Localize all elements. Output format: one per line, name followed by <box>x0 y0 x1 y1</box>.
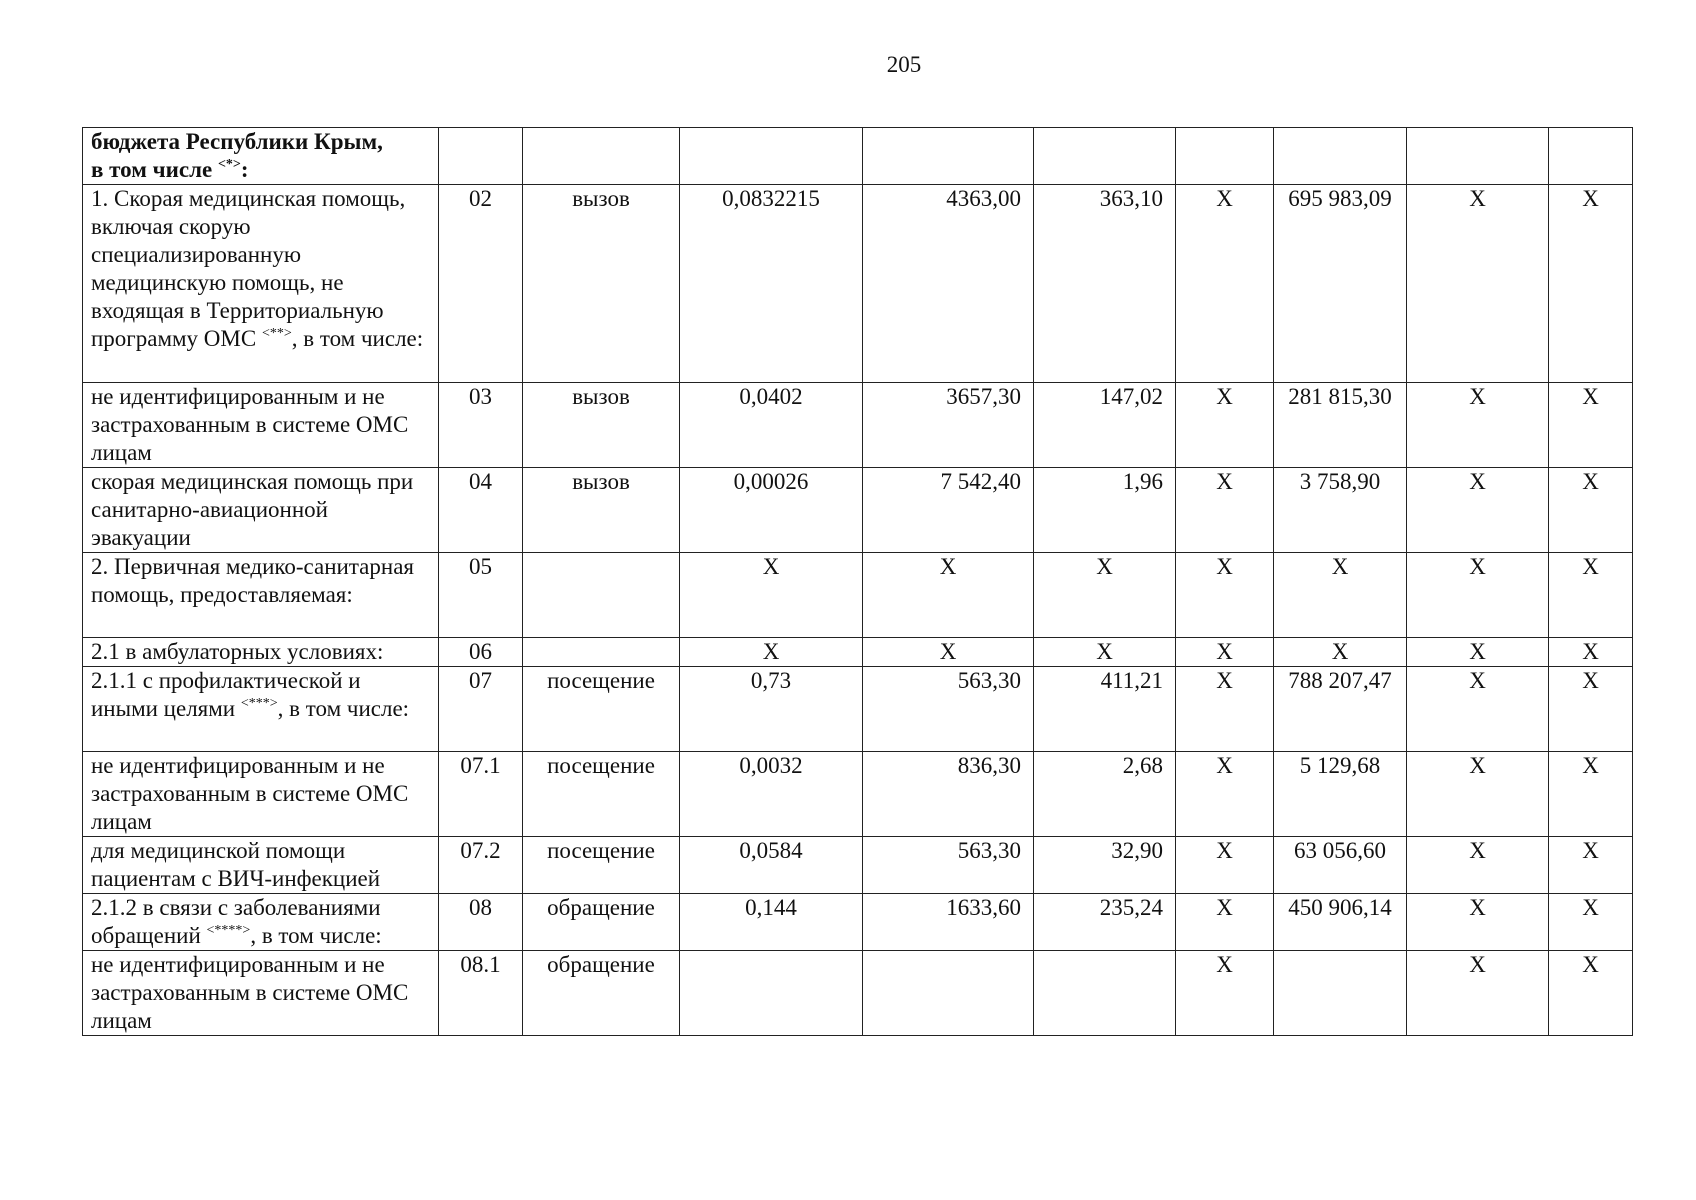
value-cell-x: X <box>1549 553 1633 638</box>
value-cell-per-capita: X <box>1034 638 1176 667</box>
value-cell-x: X <box>1176 185 1274 383</box>
value-cell-x: X <box>1176 553 1274 638</box>
value-cell-cost: X <box>863 638 1034 667</box>
unit-cell: посещение <box>523 752 680 837</box>
value-cell-x: X <box>1176 667 1274 752</box>
row-name-cell <box>83 185 439 383</box>
value-cell-total <box>1274 128 1407 185</box>
value-cell-x: X <box>1407 752 1549 837</box>
value-cell-cost: 7 542,40 <box>863 468 1034 553</box>
row-name-cell <box>83 553 439 638</box>
value-cell-volume: X <box>680 553 863 638</box>
row-name-text-line2: в том числе <box>91 157 218 182</box>
value-cell-per-capita: 32,90 <box>1034 837 1176 894</box>
code-cell: 06 <box>439 638 523 667</box>
value-cell-x: X <box>1176 837 1274 894</box>
value-cell-per-capita: 411,21 <box>1034 667 1176 752</box>
value-cell-total <box>1274 951 1407 1036</box>
value-cell-x: X <box>1407 468 1549 553</box>
value-cell-total: 63 056,60 <box>1274 837 1407 894</box>
value-cell-x: X <box>1549 837 1633 894</box>
footnote-marker: <***> <box>240 696 278 711</box>
value-cell-cost: X <box>863 553 1034 638</box>
table-row <box>83 951 1633 1036</box>
row-name-cell <box>83 752 439 837</box>
value-cell-x: X <box>1176 894 1274 951</box>
value-cell-x: X <box>1176 383 1274 468</box>
row-name-text: 1. Скорая медицинская помощь, включая скорую специализированную медицинскую помощь, не входящая в Территориальную программу ОМС <box>91 186 406 351</box>
code-cell: 02 <box>439 185 523 383</box>
value-cell-volume: 0,0402 <box>680 383 863 468</box>
unit-cell: вызов <box>523 383 680 468</box>
value-cell-per-capita <box>1034 951 1176 1036</box>
row-name-cell <box>83 638 439 667</box>
table-row <box>83 128 1633 185</box>
value-cell-volume: 0,73 <box>680 667 863 752</box>
table-row <box>83 667 1633 752</box>
value-cell-total: 281 815,30 <box>1274 383 1407 468</box>
row-name-tail: , в том числе: <box>277 696 410 721</box>
code-cell: 04 <box>439 468 523 553</box>
table-row <box>83 638 1633 667</box>
row-name-cell <box>83 667 439 752</box>
value-cell-total: X <box>1274 553 1407 638</box>
value-cell-x: X <box>1549 667 1633 752</box>
value-cell-x: X <box>1176 752 1274 837</box>
value-cell-per-capita: 363,10 <box>1034 185 1176 383</box>
value-cell-volume: 0,144 <box>680 894 863 951</box>
value-cell-x: X <box>1549 185 1633 383</box>
table-row <box>83 752 1633 837</box>
data-table <box>82 127 1633 1036</box>
value-cell-volume <box>680 951 863 1036</box>
value-cell-x: X <box>1549 468 1633 553</box>
value-cell-cost: 563,30 <box>863 837 1034 894</box>
value-cell-x: X <box>1549 951 1633 1036</box>
value-cell-x <box>1549 128 1633 185</box>
table-row <box>83 383 1633 468</box>
value-cell-x: X <box>1407 383 1549 468</box>
value-cell-cost: 563,30 <box>863 667 1034 752</box>
value-cell-x: X <box>1176 951 1274 1036</box>
value-cell-x: X <box>1176 468 1274 553</box>
value-cell-cost: 836,30 <box>863 752 1034 837</box>
value-cell-per-capita: X <box>1034 553 1176 638</box>
value-cell-total: 450 906,14 <box>1274 894 1407 951</box>
value-cell-per-capita: 147,02 <box>1034 383 1176 468</box>
value-cell-per-capita: 2,68 <box>1034 752 1176 837</box>
page-number: 205 <box>886 52 922 77</box>
value-cell-volume: 0,00026 <box>680 468 863 553</box>
code-cell: 05 <box>439 553 523 638</box>
unit-cell <box>523 128 680 185</box>
row-name-cell <box>83 951 439 1036</box>
value-cell-per-capita <box>1034 128 1176 185</box>
table-body <box>83 128 1633 1036</box>
row-name-text: не идентифицированным и не застрахованным в системе ОМС лицам <box>91 384 409 465</box>
table-row <box>83 837 1633 894</box>
value-cell-volume <box>680 128 863 185</box>
unit-cell: обращение <box>523 894 680 951</box>
row-name-text: скорая медицинская помощь при санитарно-авиационной эвакуации <box>91 469 414 550</box>
value-cell-cost <box>863 951 1034 1036</box>
row-name-cell <box>83 383 439 468</box>
row-name-cell <box>83 837 439 894</box>
row-name-tail: , в том числе: <box>291 326 424 351</box>
table-row <box>83 468 1633 553</box>
value-cell-x: X <box>1549 383 1633 468</box>
value-cell-volume: 0,0832215 <box>680 185 863 383</box>
row-name-cell <box>83 128 439 185</box>
value-cell-total: 695 983,09 <box>1274 185 1407 383</box>
value-cell-x: X <box>1407 894 1549 951</box>
unit-cell <box>523 638 680 667</box>
value-cell-per-capita: 235,24 <box>1034 894 1176 951</box>
row-name-tail: , в том числе: <box>250 923 382 948</box>
code-cell: 07.2 <box>439 837 523 894</box>
row-name-text: не идентифицированным и не застрахованным в системе ОМС лицам <box>91 952 409 1033</box>
unit-cell: посещение <box>523 667 680 752</box>
value-cell-total: 5 129,68 <box>1274 752 1407 837</box>
value-cell-per-capita: 1,96 <box>1034 468 1176 553</box>
row-name-text: для медицинской помощи пациентам с ВИЧ-инфекцией <box>91 838 381 891</box>
value-cell-x <box>1176 128 1274 185</box>
value-cell-total: X <box>1274 638 1407 667</box>
code-cell: 03 <box>439 383 523 468</box>
value-cell-x: X <box>1176 638 1274 667</box>
unit-cell <box>523 553 680 638</box>
value-cell-x: X <box>1407 185 1549 383</box>
value-cell-x: X <box>1407 667 1549 752</box>
table-row <box>83 894 1633 951</box>
code-cell: 08.1 <box>439 951 523 1036</box>
unit-cell: обращение <box>523 951 680 1036</box>
row-name-cell <box>83 468 439 553</box>
value-cell-x: X <box>1407 837 1549 894</box>
value-cell-x: X <box>1549 894 1633 951</box>
value-cell-cost: 4363,00 <box>863 185 1034 383</box>
row-name-text: 2.1.1 с профилактической и иными целями <box>91 668 361 721</box>
unit-cell: вызов <box>523 468 680 553</box>
row-name-text: бюджета Республики Крым, <box>91 129 383 154</box>
code-cell: 07.1 <box>439 752 523 837</box>
row-name-text: не идентифицированным и не застрахованным в системе ОМС лицам <box>91 753 409 834</box>
row-name-text: 2.1 в амбулаторных условиях: <box>91 639 384 664</box>
value-cell-x: X <box>1407 553 1549 638</box>
value-cell-total: 788 207,47 <box>1274 667 1407 752</box>
code-cell: 08 <box>439 894 523 951</box>
unit-cell: вызов <box>523 185 680 383</box>
footnote-marker: <*> <box>217 157 241 172</box>
code-cell: 07 <box>439 667 523 752</box>
value-cell-cost: 1633,60 <box>863 894 1034 951</box>
row-name-tail: : <box>240 157 249 182</box>
value-cell-x: X <box>1549 752 1633 837</box>
value-cell-volume: 0,0584 <box>680 837 863 894</box>
table-row <box>83 553 1633 638</box>
unit-cell: посещение <box>523 837 680 894</box>
row-name-text: 2. Первичная медико-санитарная помощь, предоставляемая: <box>91 554 414 607</box>
value-cell-cost <box>863 128 1034 185</box>
value-cell-volume: X <box>680 638 863 667</box>
value-cell-volume: 0,0032 <box>680 752 863 837</box>
row-name-text: 2.1.2 в связи с заболеваниями обращений <box>91 895 381 948</box>
value-cell-x <box>1407 128 1549 185</box>
code-cell <box>439 128 523 185</box>
table-row <box>83 185 1633 383</box>
row-name-cell <box>83 894 439 951</box>
value-cell-cost: 3657,30 <box>863 383 1034 468</box>
value-cell-x: X <box>1407 951 1549 1036</box>
value-cell-total: 3 758,90 <box>1274 468 1407 553</box>
value-cell-x: X <box>1549 638 1633 667</box>
footnote-marker: <****> <box>206 923 251 938</box>
footnote-marker: <**> <box>261 326 292 341</box>
value-cell-x: X <box>1407 638 1549 667</box>
